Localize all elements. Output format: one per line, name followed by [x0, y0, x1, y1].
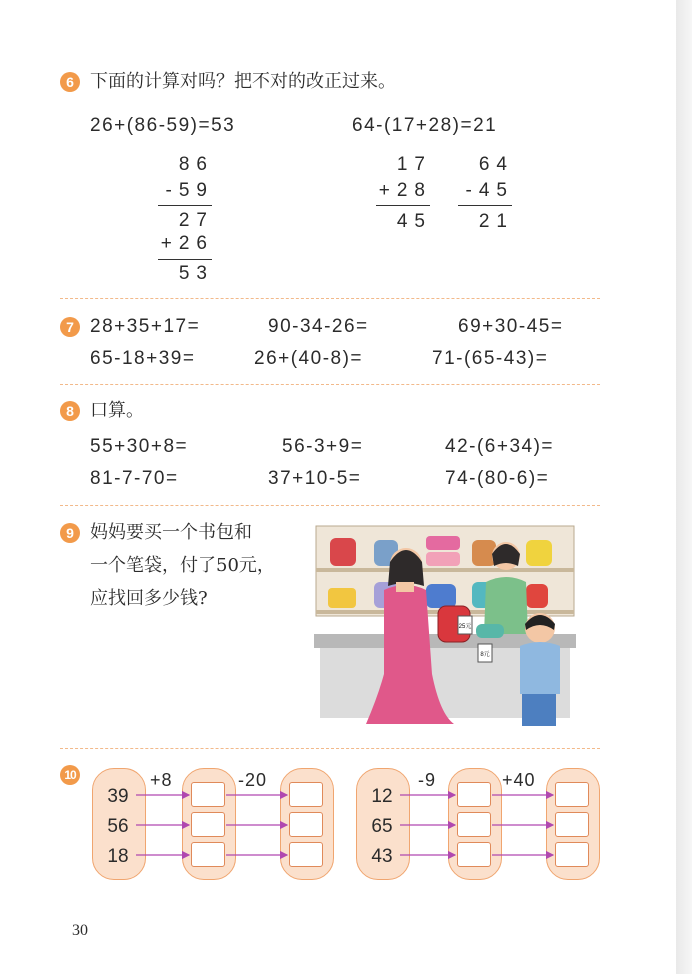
vertical-row: 27: [178, 210, 214, 231]
q7-expression: 71-(65-43)=: [432, 348, 549, 369]
page-edge-shadow: [676, 0, 692, 974]
vertical-row: 64: [478, 154, 514, 175]
question-8-badge: 8: [60, 401, 80, 421]
q9-text-line: 应找回多少钱?: [90, 588, 208, 609]
q8-expression: 56-3+9=: [282, 436, 364, 457]
question-6-prompt: 下面的计算对吗？把不对的改正过来。: [90, 71, 396, 92]
operation-label: -20: [238, 770, 268, 790]
vertical-row: 45: [396, 211, 432, 232]
q8-expression: 37+10-5=: [268, 468, 362, 489]
q9-text-line: 妈妈要买一个书包和: [90, 522, 252, 543]
vertical-row: -45: [465, 180, 514, 201]
q7-expression: 69+30-45=: [458, 316, 564, 337]
question-8-prompt: 口算。: [90, 400, 144, 421]
input-number: 43: [371, 846, 393, 867]
bag-price-tag: 25元: [458, 624, 472, 630]
vertical-row: +26: [160, 233, 214, 254]
q9-text-line: 一个笔袋，付了50元，: [90, 555, 275, 576]
vertical-row: 21: [478, 211, 514, 232]
q6-left-expression: 26+(86-59)=53: [90, 115, 236, 136]
q7-expression: 26+(40-8)=: [254, 348, 364, 369]
q8-expression: 55+30+8=: [90, 436, 189, 457]
q8-expression: 81-7-70=: [90, 468, 179, 489]
input-number: 12: [371, 786, 393, 807]
q7-expression: 90-34-26=: [268, 316, 369, 337]
question-10-badge: 10: [60, 765, 80, 785]
input-number: 39: [107, 786, 129, 807]
vertical-row: -59: [165, 180, 214, 201]
q7-expression: 28+35+17=: [90, 316, 201, 337]
operation-label: +8: [150, 770, 173, 790]
q8-expression: 74-(80-6)=: [445, 468, 550, 489]
operation-label: +40: [502, 770, 536, 790]
vertical-row: 53: [178, 263, 214, 284]
question-9-badge: 9: [60, 523, 80, 543]
q7-expression: 65-18+39=: [90, 348, 196, 369]
question-7-badge: 7: [60, 317, 80, 337]
q8-expression: 42-(6+34)=: [445, 436, 555, 457]
case-price-tag: 8元: [480, 652, 490, 658]
input-number: 65: [371, 816, 393, 837]
vertical-row: 86: [178, 154, 214, 175]
vertical-row: +28: [378, 180, 432, 201]
vertical-row: 17: [396, 154, 432, 175]
operation-label: -9: [418, 770, 437, 790]
input-number: 18: [107, 846, 129, 867]
input-number: 56: [107, 816, 129, 837]
q6-right-expression: 64-(17+28)=21: [352, 115, 498, 136]
question-6-badge: 6: [60, 72, 80, 92]
page-number: 30: [72, 922, 88, 939]
